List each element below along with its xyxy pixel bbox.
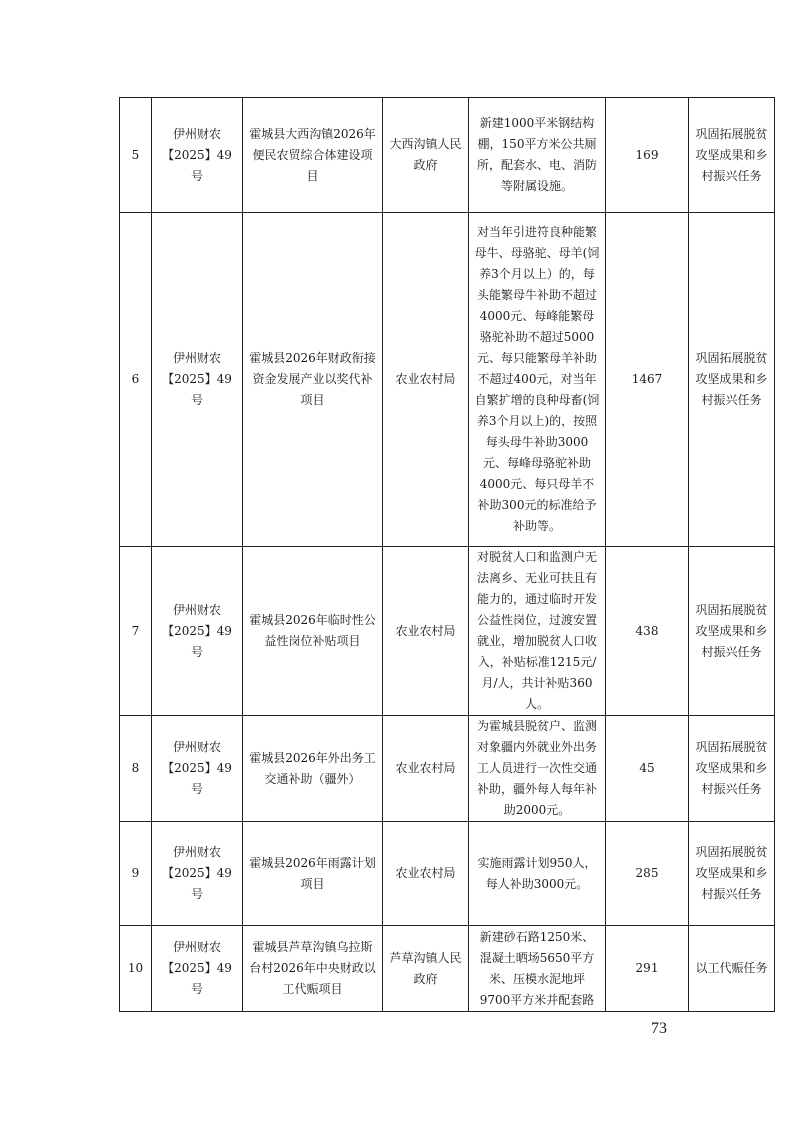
project-name: 霍城县2026年财政衔接资金发展产业以奖代补项目 [243, 213, 383, 547]
row-number: 6 [120, 213, 152, 547]
project-name: 霍城县2026年雨露计划项目 [243, 822, 383, 926]
responsible-unit: 芦草沟镇人民政府 [383, 926, 469, 1012]
fund-amount: 1467 [606, 213, 689, 547]
project-content: 新建1000平米钢结构棚，150平方米公共厕所，配套水、电、消防等附属设施。 [469, 98, 606, 213]
project-name: 霍城县2026年临时性公益性岗位补贴项目 [243, 547, 383, 716]
document-number: 伊州财农【2025】49号 [152, 213, 243, 547]
project-content: 实施雨露计划950人，每人补助3000元。 [469, 822, 606, 926]
fund-amount: 291 [606, 926, 689, 1012]
row-number: 10 [120, 926, 152, 1012]
fund-amount: 285 [606, 822, 689, 926]
project-name: 霍城县芦草沟镇乌拉斯台村2026年中央财政以工代赈项目 [243, 926, 383, 1012]
project-content: 为霍城县脱贫户、监测对象疆内外就业外出务工人员进行一次性交通补助，疆外每人每年补助2000元。 [469, 716, 606, 822]
task-type: 巩固拓展脱贫攻坚成果和乡村振兴任务 [689, 716, 775, 822]
row-number: 5 [120, 98, 152, 213]
project-table [119, 97, 775, 1012]
row-number: 7 [120, 547, 152, 716]
table-row [120, 98, 775, 213]
table-row [120, 547, 775, 716]
project-name: 霍城县大西沟镇2026年便民农贸综合体建设项目 [243, 98, 383, 213]
responsible-unit: 农业农村局 [383, 547, 469, 716]
responsible-unit: 农业农村局 [383, 213, 469, 547]
task-type: 巩固拓展脱贫攻坚成果和乡村振兴任务 [689, 98, 775, 213]
fund-amount: 169 [606, 98, 689, 213]
table-row [120, 213, 775, 547]
row-number: 9 [120, 822, 152, 926]
document-number: 伊州财农【2025】49号 [152, 926, 243, 1012]
fund-amount: 45 [606, 716, 689, 822]
responsible-unit: 大西沟镇人民政府 [383, 98, 469, 213]
project-name: 霍城县2026年外出务工交通补助（疆外） [243, 716, 383, 822]
row-number: 8 [120, 716, 152, 822]
table-row [120, 926, 775, 1012]
responsible-unit: 农业农村局 [383, 822, 469, 926]
document-number: 伊州财农【2025】49号 [152, 547, 243, 716]
task-type: 巩固拓展脱贫攻坚成果和乡村振兴任务 [689, 822, 775, 926]
project-content: 对当年引进符良种能繁母牛、母骆驼、母羊(饲养3个月以上）的，每头能繁母牛补助不超过4000元、每峰能繁母骆驼补助不超过5000元、每只能繁母羊补助不超过400元，对当年自繁扩增的良种母畜(饲养3个月以上)的，按照每头母牛补助3000元、每峰母骆驼补助4000元、每只母羊不补助300元的标准给予补助等。 [469, 213, 606, 547]
document-number: 伊州财农【2025】49号 [152, 98, 243, 213]
project-content: 新建砂石路1250米、混凝土晒场5650平方米、压模水泥地坪9700平方米并配套路 [469, 926, 606, 1012]
page-number: 73 [651, 1020, 667, 1037]
project-content: 对脱贫人口和监测户无法离乡、无业可扶且有能力的，通过临时开发公益性岗位，过渡安置就业，增加脱贫人口收入，补贴标准1215元/月/人，共计补贴360人。 [469, 547, 606, 716]
table-row [120, 822, 775, 926]
task-type: 以工代赈任务 [689, 926, 775, 1012]
task-type: 巩固拓展脱贫攻坚成果和乡村振兴任务 [689, 547, 775, 716]
responsible-unit: 农业农村局 [383, 716, 469, 822]
table-row [120, 716, 775, 822]
fund-amount: 438 [606, 547, 689, 716]
document-number: 伊州财农【2025】49号 [152, 716, 243, 822]
task-type: 巩固拓展脱贫攻坚成果和乡村振兴任务 [689, 213, 775, 547]
document-number: 伊州财农【2025】49号 [152, 822, 243, 926]
